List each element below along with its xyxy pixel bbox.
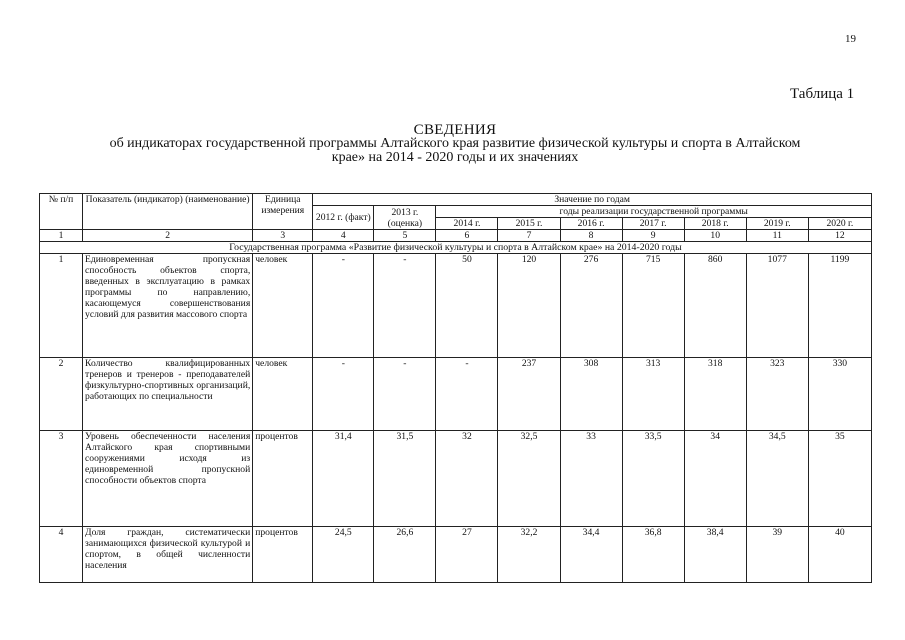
column-number: 2	[83, 230, 253, 242]
row-value: 26,6	[374, 527, 436, 583]
header-program-years: годы реализации государственной программы	[436, 206, 872, 218]
row-value: -	[436, 358, 498, 431]
row-indicator: Уровень обеспеченности населения Алтайского края спортивными сооружениями исходя из единовременной пропускной способности объектов спорта	[83, 431, 253, 527]
table-row	[40, 431, 872, 527]
column-number: 7	[498, 230, 560, 242]
column-number: 4	[313, 230, 374, 242]
title-subtitle-line-1: об индикаторах государственной программы Алтайского края развитие физической культуры и спорта в Алтайском	[109, 136, 801, 151]
row-value: 1077	[746, 254, 808, 358]
row-value: 40	[808, 527, 871, 583]
row-value: 34	[684, 431, 746, 527]
row-value: 32	[436, 431, 498, 527]
table-row	[40, 358, 872, 431]
row-value: 33,5	[622, 431, 684, 527]
column-numbers-row	[40, 230, 872, 242]
row-value: 313	[622, 358, 684, 431]
row-unit: человек	[253, 254, 313, 358]
row-value: 38,4	[684, 527, 746, 583]
header-year: 2018 г.	[684, 218, 746, 230]
header-indicator: Показатель (индикатор) (наименование)	[83, 194, 253, 230]
row-value: 35	[808, 431, 871, 527]
row-value: -	[374, 254, 436, 358]
row-value: -	[313, 358, 374, 431]
document-title	[40, 123, 870, 165]
row-value: 715	[622, 254, 684, 358]
row-value: 860	[684, 254, 746, 358]
row-value: 323	[746, 358, 808, 431]
column-number: 12	[808, 230, 871, 242]
row-num: 4	[40, 527, 83, 583]
header-year: 2017 г.	[622, 218, 684, 230]
row-num: 2	[40, 358, 83, 431]
row-value: -	[374, 358, 436, 431]
row-indicator: Единовременная пропускная способность объектов спорта, введенных в эксплуатацию в рамках программы по направлению, касающемуся совершенствования условий для развития массового спорта	[83, 254, 253, 358]
row-value: 308	[560, 358, 622, 431]
title-subtitle-line-2: крае» на 2014 - 2020 годы и их значениях	[331, 150, 579, 165]
header-year-2013: 2013 г. (оценка)	[374, 206, 436, 230]
table-row	[40, 254, 872, 358]
row-value: 34,4	[560, 527, 622, 583]
row-num: 1	[40, 254, 83, 358]
row-value: 120	[498, 254, 560, 358]
header-year: 2020 г.	[808, 218, 871, 230]
row-value: 276	[560, 254, 622, 358]
column-number: 3	[253, 230, 313, 242]
row-num: 3	[40, 431, 83, 527]
indicators-table	[39, 193, 872, 583]
header-year: 2019 г.	[746, 218, 808, 230]
column-number: 11	[746, 230, 808, 242]
row-value: 39	[746, 527, 808, 583]
row-value: 32,5	[498, 431, 560, 527]
row-value: 1199	[808, 254, 871, 358]
column-number: 5	[374, 230, 436, 242]
header-row-1	[40, 194, 872, 206]
row-value: 237	[498, 358, 560, 431]
row-value: 24,5	[313, 527, 374, 583]
column-number: 1	[40, 230, 83, 242]
row-value: 50	[436, 254, 498, 358]
row-value: 32,2	[498, 527, 560, 583]
row-unit: человек	[253, 358, 313, 431]
row-value: -	[313, 254, 374, 358]
column-number: 8	[560, 230, 622, 242]
row-value: 31,5	[374, 431, 436, 527]
header-year-2012: 2012 г. (факт)	[313, 206, 374, 230]
header-values: Значение по годам	[313, 194, 872, 206]
row-value: 36,8	[622, 527, 684, 583]
program-name: Государственная программа «Развитие физической культуры и спорта в Алтайском крае» на 2014-2020 годы	[40, 242, 872, 254]
header-year: 2016 г.	[560, 218, 622, 230]
column-number: 10	[684, 230, 746, 242]
row-indicator: Доля граждан, систематически занимающихся физической культурой и спортом, в общей численности населения	[83, 527, 253, 583]
row-value: 31,4	[313, 431, 374, 527]
table-label: Таблица 1	[790, 86, 855, 102]
program-row	[40, 242, 872, 254]
table-row	[40, 527, 872, 583]
row-value: 27	[436, 527, 498, 583]
page-number: 19	[845, 33, 856, 45]
header-num: № п/п	[40, 194, 83, 230]
header-year: 2015 г.	[498, 218, 560, 230]
row-value: 33	[560, 431, 622, 527]
row-indicator: Количество квалифицированных тренеров и тренеров - преподавателей физкультурно-спортивных организаций, работающих по специальности	[83, 358, 253, 431]
row-unit: процентов	[253, 431, 313, 527]
column-number: 9	[622, 230, 684, 242]
row-unit: процентов	[253, 527, 313, 583]
header-unit: Единица измерения	[253, 194, 313, 230]
header-year: 2014 г.	[436, 218, 498, 230]
row-value: 330	[808, 358, 871, 431]
column-number: 6	[436, 230, 498, 242]
row-value: 318	[684, 358, 746, 431]
row-value: 34,5	[746, 431, 808, 527]
title-main: СВЕДЕНИЯ	[413, 122, 497, 138]
